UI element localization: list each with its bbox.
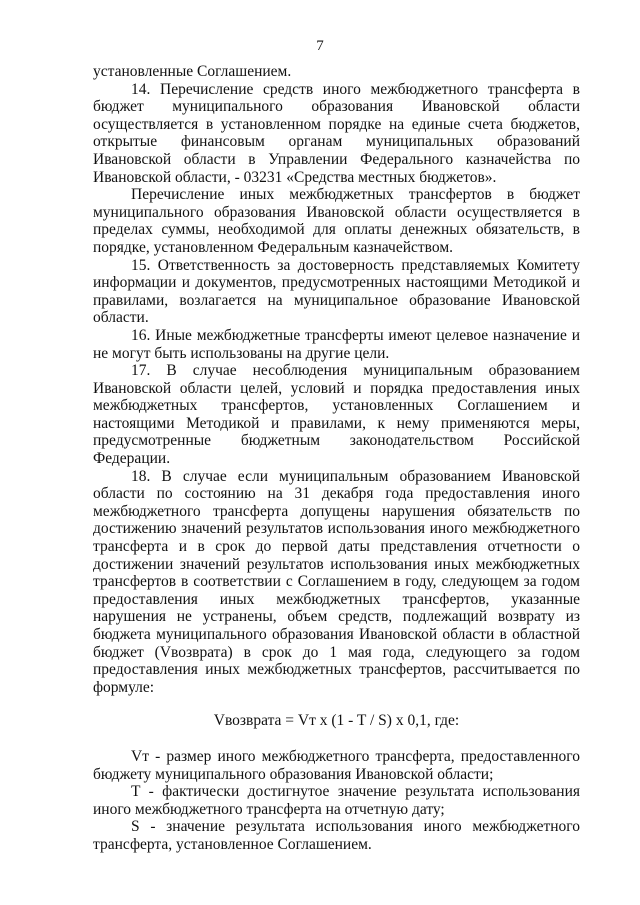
paragraph-16: 16. Иные межбюджетные трансферты имеют целевое назначение и не могут быть использованы на другие цели.: [93, 326, 580, 362]
paragraph-14-transfer: Перечисление иных межбюджетных трансфертов в бюджет муниципального образования Ивановской области осуществляется в пределах суммы, необходимой для оплаты денежных обязательств, в порядке, установленном Федеральным казначейством.: [93, 186, 580, 256]
definition-vt: Vт - размер иного межбюджетного трансферта, предоставленного бюджету муниципального образования Ивановской области;: [93, 747, 580, 783]
refund-formula: Vвозврата = Vт x (1 - T / S) x 0,1, где:: [213, 712, 460, 730]
paragraph-14: 14. Перечисление средств иного межбюджетного трансферта в бюджет муниципального образования Ивановской области осуществляется в установленном порядке на единые счета бюджетов, открытые финансовым органам муниципальных образований Ивановской области в Управлении Федерального казначейства по Ивановской области, - 03231 «Средства местных бюджетов».: [93, 80, 580, 186]
paragraph-15: 15. Ответственность за достоверность представляемых Комитету информации и документов, предусмотренных настоящими Методикой и правилами, возлагается на муниципальное образование Ивановской области.: [93, 256, 580, 327]
paragraph-17: 17. В случае несоблюдения муниципальным образованием Ивановской области целей, условий и порядка предоставления иных межбюджетных трансфертов, установленных Соглашением и настоящими Методикой и правилами, к нему применяются меры, предусмотренные бюджетным законодательством Российской Федерации.: [93, 362, 580, 468]
document-body: [93, 63, 580, 854]
definition-t: T - фактически достигнутое значение результата использования иного межбюджетного трансферта на отчетную дату;: [93, 783, 580, 818]
paragraph-18: 18. В случае если муниципальным образованием Ивановской области по состоянию на 31 декабря года предоставления иного межбюджетного трансферта допущены нарушения обязательств по достижению значений результатов использования иного межбюджетного трансферта и в срок до первой даты представления отчетности о достижении значений результатов использования иных межбюджетных трансфертов в соответствии с Соглашением в году, следующем за годом предоставления иных межбюджетных трансфертов, указанные нарушения не устранены, объем средств, подлежащий возврату из бюджета муниципального образования Ивановской области в областной бюджет (Vвозврата) в срок до 1 мая года, следующего за годом предоставления иных межбюджетных трансфертов, рассчитывается по формуле:: [93, 467, 580, 696]
page-number: 7: [316, 38, 324, 54]
paragraph-continuation: установленные Соглашением.: [93, 63, 292, 80]
definition-s: S - значение результата использования иного межбюджетного трансферта, установленное Соглашением.: [93, 818, 580, 853]
